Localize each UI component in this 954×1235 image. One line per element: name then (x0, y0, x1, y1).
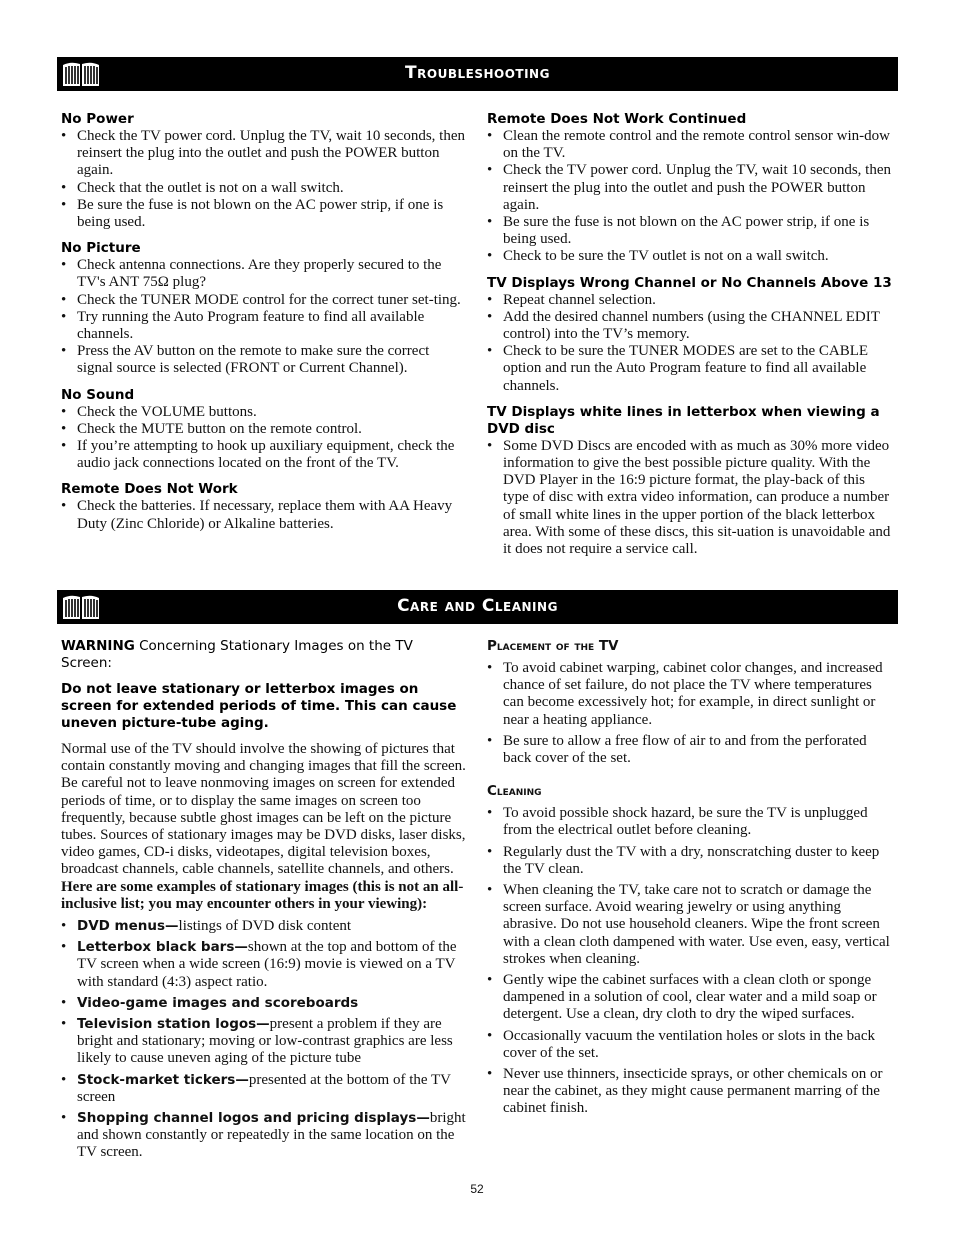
section-heading: TV Displays Wrong Channel or No Channels Above 13 (487, 274, 892, 291)
example-label: Letterbox black bars— (77, 939, 248, 956)
list-item: • Check the TUNER MODE control for the correct tuner set-ting. (61, 292, 467, 309)
care-paragraph (61, 741, 467, 913)
example-label: Stock-market tickers— (77, 1071, 249, 1088)
list-item: • Press the AV button on the remote to make sure the correct signal source is selected (FRONT or Current Channel). (61, 343, 467, 377)
cleaning-heading: Cleaning (487, 783, 542, 800)
section-heading: Remote Does Not Work (61, 481, 238, 498)
warning-label: WARNING (61, 638, 135, 654)
care-paragraph-text: Normal use of the TV should involve the showing of pictures that contain constantly moving and changing images that fill the screen. Be careful not to leave nonmoving images on screen for extended periods of time, or to display the same images on screen too frequently, because subtle ghost images can be left on the picture tubes. Sources of stationary images may be DVD disks, laser disks, video games, CD-i disks, videotapes, digital television boxes, broadcast channels, cable channels, satellite channels, and others. (61, 741, 466, 878)
list-item: • Check that the outlet is not on a wall switch. (61, 180, 467, 197)
care-left-column (61, 638, 467, 1162)
example-text: shown at the top and bottom of the TV screen when a wide screen (16:9) movie is viewed on a TV with standard (4:3) aspect ratio. (77, 939, 457, 990)
example-label: Shopping channel logos and pricing displays— (77, 1110, 430, 1127)
bullet-list (61, 404, 467, 473)
example-text: listings of DVD disk content (178, 918, 352, 935)
placement-heading: Placement of the TV (487, 638, 619, 654)
list-item (61, 918, 467, 935)
warning-subject: Concerning Stationary Images on the TV Screen: (61, 638, 413, 671)
list-item: • Check the batteries. If necessary, replace them with AA Heavy Duty (Zinc Chloride) or Alkaline batteries. (61, 498, 467, 532)
page-number: 52 (470, 1182, 484, 1196)
care-right-column (487, 638, 893, 1118)
troubleshooting-left-column (61, 111, 467, 533)
list-item: • Check the TV power cord. Unplug the TV, wait 10 seconds, then reinsert the plug into the outlet and push the POWER button again. (61, 128, 467, 180)
troubleshooting-right-column (487, 111, 893, 558)
warning-heading (61, 638, 467, 672)
list-item (61, 1072, 467, 1106)
list-item: • Some DVD Discs are encoded with as much as 30% more video information to give the best possible picture quality. With the DVD Player in the 16:9 picture format, the play-back of this type of disc with extra video information, can produce a number of small white lines in the upper portion of the black letterbox area. With some of these discs, this sit-uation is unavoidable and it does not require a service call. (487, 438, 893, 558)
example-text: bright and shown constantly or repeatedly in the same location on the TV screen. (77, 1110, 466, 1161)
section-title: Troubleshooting (405, 63, 550, 83)
list-item: • Never use thinners, insecticide sprays, or other chemicals on or near the cabinet, as they might cause permanent marring of the cabinet finish. (487, 1066, 893, 1118)
list-item: • Check the VOLUME buttons. (61, 404, 467, 421)
placement-list (487, 660, 893, 767)
list-item: • To avoid possible shock hazard, be sure the TV is unplugged from the electrical outlet before cleaning. (487, 805, 893, 839)
bullet-list (487, 438, 893, 558)
list-item: • Check antenna connections. Are they properly secured to the TV's ANT 75Ω plug? (61, 257, 467, 291)
list-item: • Check to be sure the TV outlet is not on a wall switch. (487, 248, 893, 265)
bullet-list (61, 498, 467, 532)
list-item: • Add the desired channel numbers (using the CHANNEL EDIT control) into the TV’s memory. (487, 309, 893, 343)
cleaning-list (487, 805, 893, 1117)
list-item (61, 1016, 467, 1068)
section-heading: TV Displays white lines in letterbox when viewing a DVD disc (487, 403, 880, 437)
bullet-list (61, 128, 467, 231)
list-item: • Check the MUTE button on the remote control. (61, 421, 467, 438)
care-paragraph-bold: Here are some examples of stationary images (this is not an all-inclusive list; you may encounter others in your viewing): (61, 878, 464, 912)
list-item: • Be sure the fuse is not blown on the AC power strip, if one is being used. (61, 197, 467, 231)
section-heading: No Power (61, 111, 134, 127)
bullet-list (487, 128, 893, 266)
list-item: • Regularly dust the TV with a dry, nonscratching duster to keep the TV clean. (487, 844, 893, 878)
list-item: • Be sure to allow a free flow of air to and from the perforated back cover of the set. (487, 733, 893, 767)
list-item: • To avoid cabinet warping, cabinet color changes, and increased chance of set failure, do not place the TV where temperatures can become excessively hot; for example, in direct sunlight or near a heating appliance. (487, 660, 893, 729)
care-cleaning-banner (57, 590, 898, 624)
example-label: DVD menus— (77, 918, 179, 935)
section-title: Care and Cleaning (397, 596, 558, 616)
list-item: • Occasionally vacuum the ventilation holes or slots in the back cover of the set. (487, 1028, 893, 1062)
section-heading: No Sound (61, 386, 135, 403)
list-item: • Check the TV power cord. Unplug the TV, wait 10 seconds, then reinsert the plug into the outlet and push the POWER button again. (487, 162, 893, 214)
list-item (61, 939, 467, 991)
list-item (61, 995, 467, 1012)
example-text: presented at the bottom of the TV screen (77, 1071, 451, 1105)
list-item: • Clean the remote control and the remote control sensor win-dow on the TV. (487, 128, 893, 162)
example-text: present a problem if they are bright and stationary; moving or low-contrast graphics are less likely to cause uneven aging of the picture tube (77, 1016, 453, 1067)
example-label: Television station logos— (77, 1016, 270, 1033)
bullet-list (61, 257, 467, 377)
list-item (61, 1110, 467, 1162)
list-item: • When cleaning the TV, take care not to scratch or damage the screen surface. Avoid wearing jewelry or using anything abrasive. Do not use household cleaners. Wipe the front screen with a clean cloth dampened with water. Use even, easy, vertical strokes when cleaning. (487, 882, 893, 968)
stationary-examples-list (61, 918, 467, 1162)
troubleshooting-banner (57, 57, 898, 91)
list-item: • If you’re attempting to hook up auxiliary equipment, check the audio jack connections located on the front of the TV. (61, 438, 467, 472)
list-item: • Repeat channel selection. (487, 292, 893, 309)
list-item: • Try running the Auto Program feature to find all available channels. (61, 309, 467, 343)
section-heading: Remote Does Not Work Continued (487, 111, 747, 127)
section-heading: No Picture (61, 240, 141, 257)
list-item: • Check to be sure the TUNER MODES are set to the CABLE option and run the Auto Program feature to find all available channels. (487, 343, 893, 395)
list-item: • Gently wipe the cabinet surfaces with a clean cloth or sponge dampened in a solution of cool, clear water and a mild soap or detergent. Use a clean, dry cloth to dry the wiped surfaces. (487, 972, 893, 1024)
bullet-list (487, 292, 893, 395)
warning-body: Do not leave stationary or letterbox images on screen for extended periods of time. This can cause uneven picture-tube aging. (61, 681, 457, 731)
example-label: Video-game images and scoreboards (77, 994, 359, 1011)
list-item: • Be sure the fuse is not blown on the AC power strip, if one is being used. (487, 214, 893, 248)
